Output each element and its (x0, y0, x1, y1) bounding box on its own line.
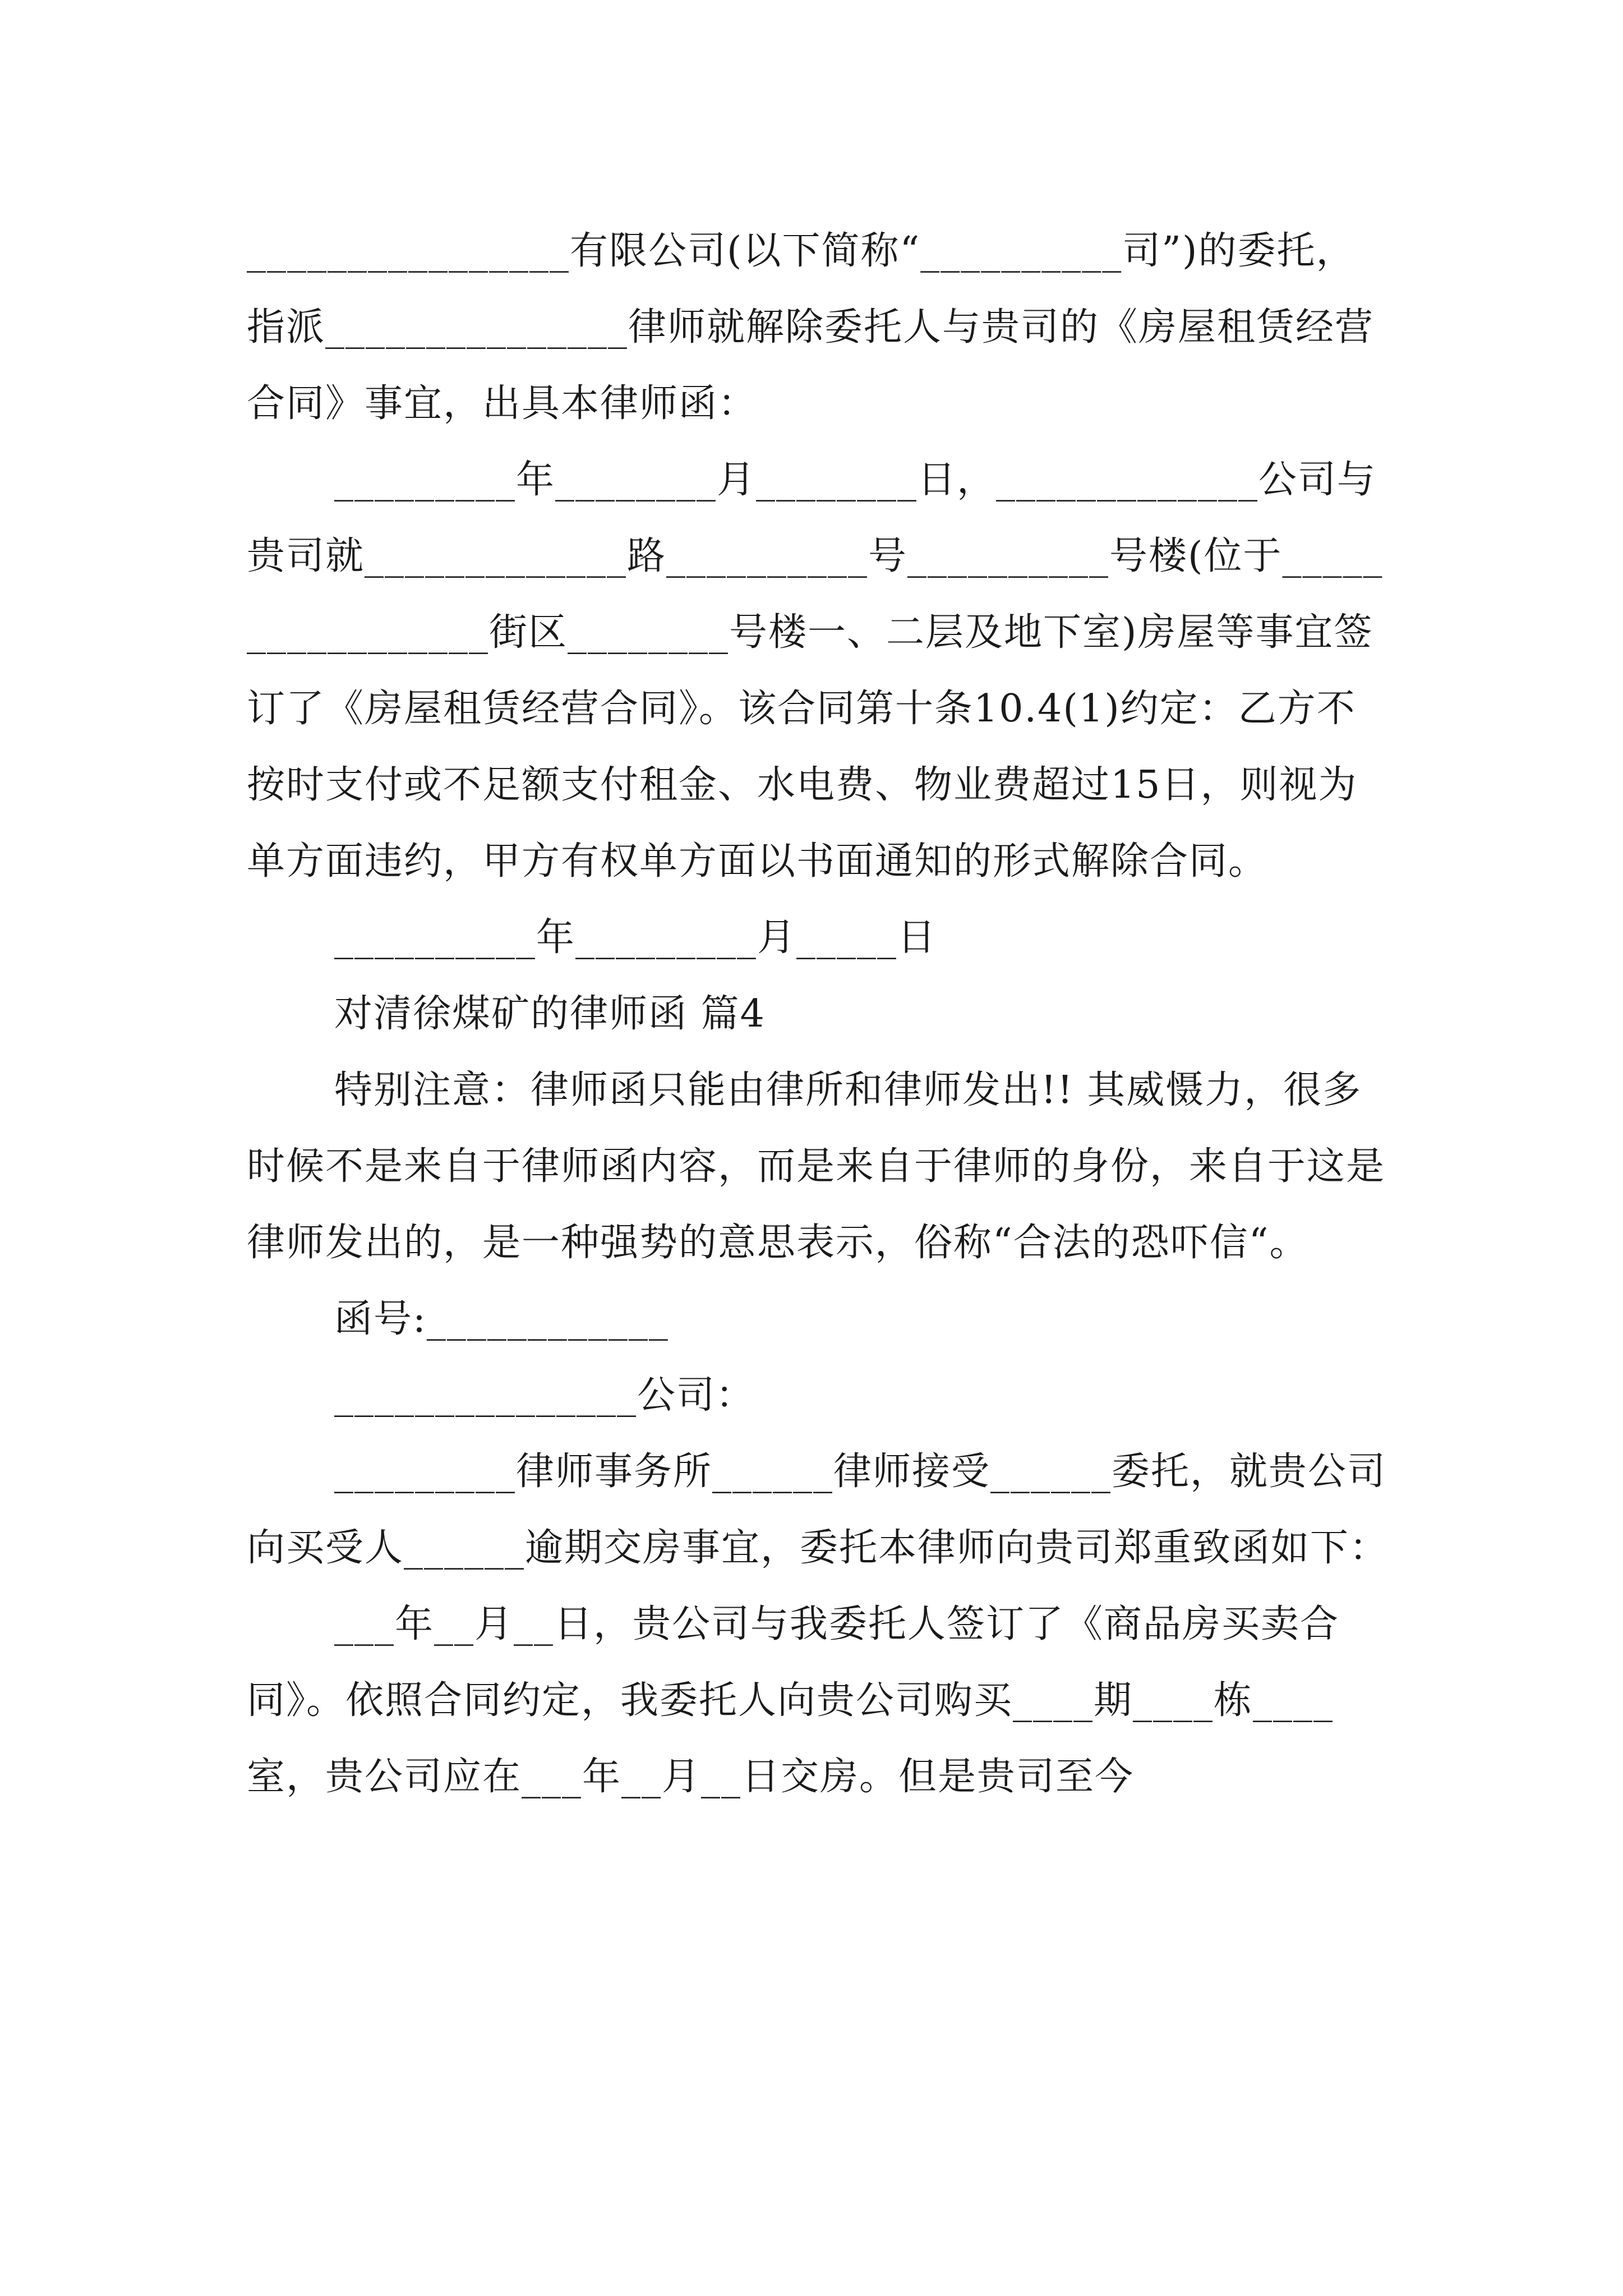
section-heading: 对清徐煤矿的律师函 篇4 (334, 992, 766, 1036)
document-body (247, 213, 1391, 1815)
paragraph-date-line: __________年_________月_____日 (334, 915, 937, 960)
paragraph-sale-contract: ___年__月__日，贵公司与我委托人签订了《商品房买卖合同》。依照合同约定，我委托人向贵公司购买____期____栋____室，贵公司应在___年__月__日交房。但是贵司至今 (247, 1602, 1340, 1799)
paragraph-letter-number: 函号:____________ (334, 1297, 669, 1341)
paragraph-entrustment: ________________有限公司(以下简称“__________司”)的委托，指派_______________律师就解除委托人与贵司的《房屋租赁经营合同》事宜，出具本律师函： (247, 229, 1375, 426)
paragraph-special-note: 特别注意：律师函只能由律所和律师发出!! 其威慑力，很多时候不是来自于律师函内容，而是来自于律师的身份，来自于这是律师发出的，是一种强势的意思表示，俗称“合法的恐吓信“。 (247, 1068, 1386, 1265)
paragraph-contract-clause: _________年________月________日，_____________公司与贵司就_____________路__________号__________号楼(位于_________________街区________号楼一、二层及地下室)房屋等事宜签订了《房屋租赁经营合同》。该合同第十条10.4(1)约定：乙方不按时支付或不足额支付租金、水电费、物业费超过15日，则视为单方面违约，甲方有权单方面以书面通知的形式解除合同。 (247, 458, 1384, 884)
paragraph-law-firm: _________律师事务所______律师接受______委托，就贵公司向买受人______逾期交房事宜，委托本律师向贵司郑重致函如下： (247, 1450, 1389, 1570)
paragraph-recipient: _______________公司： (334, 1373, 755, 1418)
